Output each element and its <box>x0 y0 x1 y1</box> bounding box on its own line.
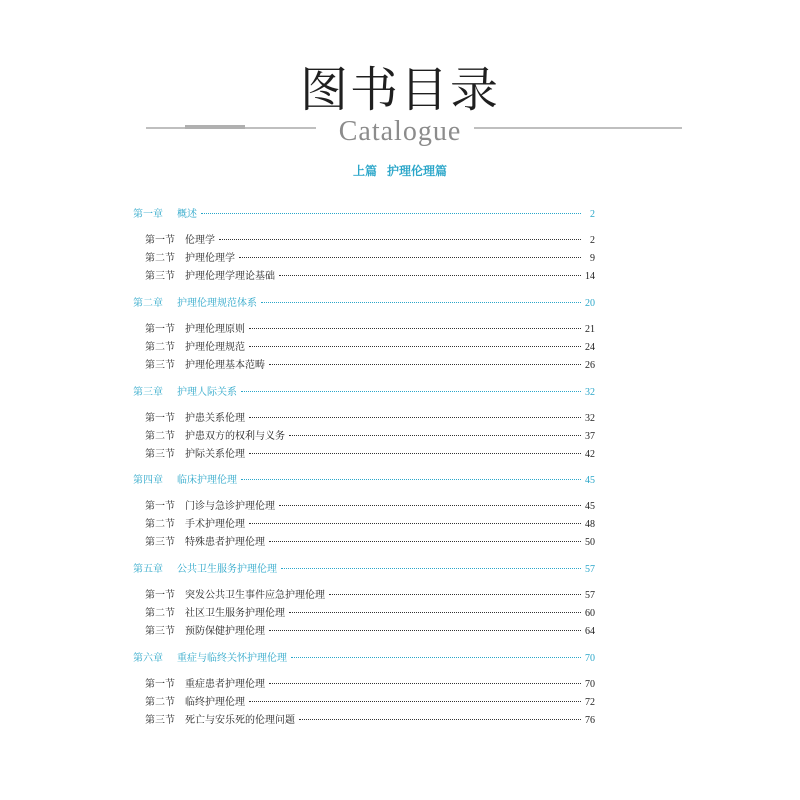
toc-section-row[interactable] <box>133 500 595 514</box>
section-title: 手术护理伦理 <box>185 519 245 530</box>
toc-section-row[interactable] <box>133 234 595 248</box>
section-title: 护际关系伦理 <box>185 449 245 460</box>
toc-section-row[interactable] <box>133 252 595 266</box>
section-number: 第二节 <box>145 697 175 708</box>
section-title: 死亡与安乐死的伦理问题 <box>185 715 295 726</box>
section-number: 第三节 <box>145 360 175 371</box>
page-number: 57 <box>585 564 595 575</box>
dot-leader <box>279 505 581 506</box>
page-number: 48 <box>585 519 595 530</box>
section-number: 第三节 <box>145 449 175 460</box>
page-number: 21 <box>585 324 595 335</box>
section-number: 第一节 <box>145 679 175 690</box>
page-number: 20 <box>585 298 595 309</box>
page-number: 70 <box>585 679 595 690</box>
toc-section-row[interactable] <box>133 270 595 284</box>
section-number: 第三节 <box>145 715 175 726</box>
dot-leader <box>289 612 581 613</box>
toc-section-row[interactable] <box>133 359 595 373</box>
page-number: 45 <box>585 475 595 486</box>
section-title: 特殊患者护理伦理 <box>185 537 265 548</box>
toc-section-row[interactable] <box>133 607 595 621</box>
page-number: 14 <box>585 271 595 282</box>
toc-chapter-row[interactable] <box>133 297 595 311</box>
toc-chapter-row[interactable] <box>133 652 595 666</box>
chapter-number: 第三章 <box>133 387 163 398</box>
page-number: 45 <box>585 501 595 512</box>
toc-section-row[interactable] <box>133 714 595 728</box>
section-number: 第三节 <box>145 271 175 282</box>
part-prefix: 上篇 <box>352 164 377 178</box>
dot-leader <box>249 453 581 454</box>
section-title: 护理伦理基本范畴 <box>185 360 265 371</box>
dot-leader <box>249 701 581 702</box>
chapter-title: 重症与临终关怀护理伦理 <box>177 653 287 664</box>
dot-leader <box>249 523 581 524</box>
section-title: 门诊与急诊护理伦理 <box>185 501 275 512</box>
toc-section-row[interactable] <box>133 412 595 426</box>
page-number: 42 <box>585 449 595 460</box>
dot-leader <box>201 213 581 214</box>
part-name: 护理伦理篇 <box>387 164 448 178</box>
page-number: 32 <box>585 387 595 398</box>
section-title: 护理伦理原则 <box>185 324 245 335</box>
section-number: 第二节 <box>145 431 175 442</box>
page-number: 2 <box>590 209 595 220</box>
dot-leader <box>241 391 581 392</box>
toc-section-row[interactable] <box>133 518 595 532</box>
toc-section-row[interactable] <box>133 341 595 355</box>
page-number: 50 <box>585 537 595 548</box>
toc-section-row[interactable] <box>133 430 595 444</box>
dot-leader <box>269 541 581 542</box>
chapter-title: 公共卫生服务护理伦理 <box>177 564 277 575</box>
section-title: 临终护理伦理 <box>185 697 245 708</box>
toc-section-row[interactable] <box>133 448 595 462</box>
chapter-title: 概述 <box>177 209 197 220</box>
section-title: 重症患者护理伦理 <box>185 679 265 690</box>
page-number: 60 <box>585 608 595 619</box>
section-title: 预防保健护理伦理 <box>185 626 265 637</box>
dot-leader <box>291 657 581 658</box>
section-title: 突发公共卫生事件应急护理伦理 <box>185 590 325 601</box>
toc-section-row[interactable] <box>133 625 595 639</box>
toc-chapter-row[interactable] <box>133 563 595 577</box>
section-number: 第二节 <box>145 253 175 264</box>
section-number: 第三节 <box>145 626 175 637</box>
dot-leader <box>249 417 581 418</box>
page-number: 24 <box>585 342 595 353</box>
section-number: 第一节 <box>145 501 175 512</box>
chapter-number: 第一章 <box>133 209 163 220</box>
dot-leader <box>281 568 581 569</box>
section-number: 第二节 <box>145 342 175 353</box>
section-title: 护患双方的权利与义务 <box>185 431 285 442</box>
page-number: 32 <box>585 413 595 424</box>
toc-chapter-row[interactable] <box>133 474 595 488</box>
toc-section-row[interactable] <box>133 536 595 550</box>
section-title: 护患关系伦理 <box>185 413 245 424</box>
section-title: 社区卫生服务护理伦理 <box>185 608 285 619</box>
chapter-title: 护理伦理规范体系 <box>177 298 257 309</box>
section-number: 第三节 <box>145 537 175 548</box>
chapter-number: 第四章 <box>133 475 163 486</box>
dot-leader <box>241 479 581 480</box>
page-number: 64 <box>585 626 595 637</box>
dot-leader <box>269 630 581 631</box>
page-number: 9 <box>590 253 595 264</box>
page-number: 76 <box>585 715 595 726</box>
dot-leader <box>219 239 581 240</box>
page-number: 2 <box>590 235 595 246</box>
section-number: 第一节 <box>145 324 175 335</box>
section-title: 伦理学 <box>185 235 215 246</box>
chapter-title: 临床护理伦理 <box>177 475 237 486</box>
dot-leader <box>289 435 581 436</box>
page-subtitle: Catalogue <box>338 116 462 147</box>
dot-leader <box>279 275 581 276</box>
toc-section-row[interactable] <box>133 323 595 337</box>
toc-section-row[interactable] <box>133 678 595 692</box>
dot-leader <box>249 328 581 329</box>
dot-leader <box>299 719 581 720</box>
toc-section-row[interactable] <box>133 589 595 603</box>
dot-leader <box>261 302 581 303</box>
toc-section-row[interactable] <box>133 696 595 710</box>
dot-leader <box>269 364 581 365</box>
page-number: 72 <box>585 697 595 708</box>
page-number: 26 <box>585 360 595 371</box>
page-title: 图书目录 <box>299 62 500 118</box>
section-title: 护理伦理学理论基础 <box>185 271 275 282</box>
page-number: 57 <box>585 590 595 601</box>
dot-leader <box>269 683 581 684</box>
section-number: 第二节 <box>145 519 175 530</box>
section-title: 护理伦理学 <box>185 253 235 264</box>
chapter-number: 第六章 <box>133 653 163 664</box>
toc-chapter-row[interactable] <box>133 208 595 222</box>
part-heading <box>0 162 800 179</box>
chapter-title: 护理人际关系 <box>177 387 237 398</box>
dot-leader <box>249 346 581 347</box>
chapter-number: 第五章 <box>133 564 163 575</box>
section-number: 第二节 <box>145 608 175 619</box>
page-number: 70 <box>585 653 595 664</box>
section-number: 第一节 <box>145 413 175 424</box>
section-title: 护理伦理规范 <box>185 342 245 353</box>
section-number: 第一节 <box>145 590 175 601</box>
dot-leader <box>329 594 581 595</box>
toc-chapter-row[interactable] <box>133 386 595 400</box>
chapter-number: 第二章 <box>133 298 163 309</box>
dot-leader <box>239 257 581 258</box>
section-number: 第一节 <box>145 235 175 246</box>
page-number: 37 <box>585 431 595 442</box>
